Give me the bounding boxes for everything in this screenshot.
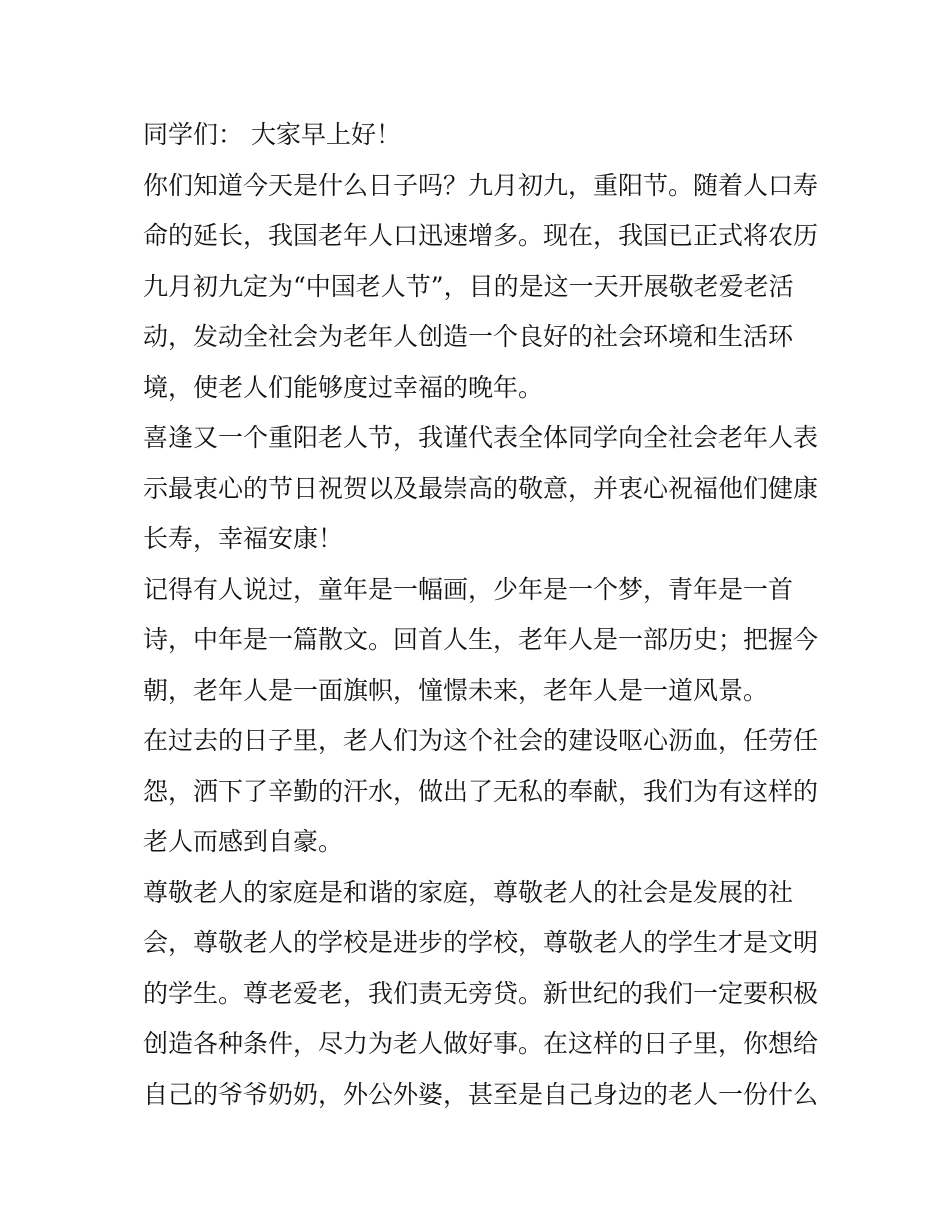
text-line: 喜逢又一个重阳老人节，我谨代表全体同学向全社会老年人表	[143, 423, 819, 452]
text-line: 的学生。尊老爱老，我们责无旁贷。新世纪的我们一定要积极	[143, 978, 819, 1008]
text-line: 你们知道今天是什么日子吗？九月初九，重阳节。随着人口寿	[143, 170, 819, 200]
paragraph-contribution	[143, 716, 823, 868]
text-line: 创造各种条件，尽力为老人做好事。在这样的日子里，你想给	[143, 1029, 819, 1058]
text-line: 老人而感到自豪。	[143, 827, 344, 856]
text-line: 同学们： 大家早上好！	[143, 120, 401, 149]
text-line: 在过去的日子里，老人们为这个社会的建设呕心沥血，任劳任	[143, 726, 819, 755]
text-line: 记得有人说过，童年是一幅画，少年是一个梦，青年是一首	[143, 574, 794, 604]
text-line: 境，使老人们能够度过幸福的晚年。	[143, 372, 544, 402]
text-line: 诗，中年是一篇散文。回首人生，老年人是一部历史；把握今	[143, 625, 819, 654]
paragraph-greetings	[143, 413, 823, 565]
paragraph-greeting	[143, 110, 823, 161]
text-line: 命的延长，我国老年人口迅速增多。现在，我国已正式将农历	[143, 221, 819, 250]
text-line: 尊敬老人的家庭是和谐的家庭，尊敬老人的社会是发展的社	[143, 877, 794, 907]
text-line: 朝，老年人是一面旗帜，憧憬未来，老年人是一道风景。	[143, 675, 769, 705]
text-line: 会，尊敬老人的学校是进步的学校，尊敬老人的学生才是文明	[143, 928, 819, 957]
paragraph-life-stages	[143, 565, 823, 717]
paragraph-respect	[143, 868, 823, 1121]
text-line: 示最衷心的节日祝贺以及最崇高的敬意，并衷心祝福他们健康	[143, 473, 819, 503]
speech-text	[143, 110, 823, 1120]
text-line: 动，发动全社会为老年人创造一个良好的社会环境和生活环	[143, 322, 794, 351]
text-line: 九月初九定为“中国老人节”，目的是这一天开展敬老爱老活	[143, 271, 794, 301]
text-line: 自己的爷爷奶奶，外公外婆，甚至是自己身边的老人一份什么	[143, 1079, 819, 1109]
paragraph-double-ninth	[143, 161, 823, 414]
text-line: 怨，洒下了辛勤的汗水，做出了无私的奉献，我们为有这样的	[143, 776, 819, 806]
text-line: 长寿，幸福安康！	[143, 524, 344, 553]
